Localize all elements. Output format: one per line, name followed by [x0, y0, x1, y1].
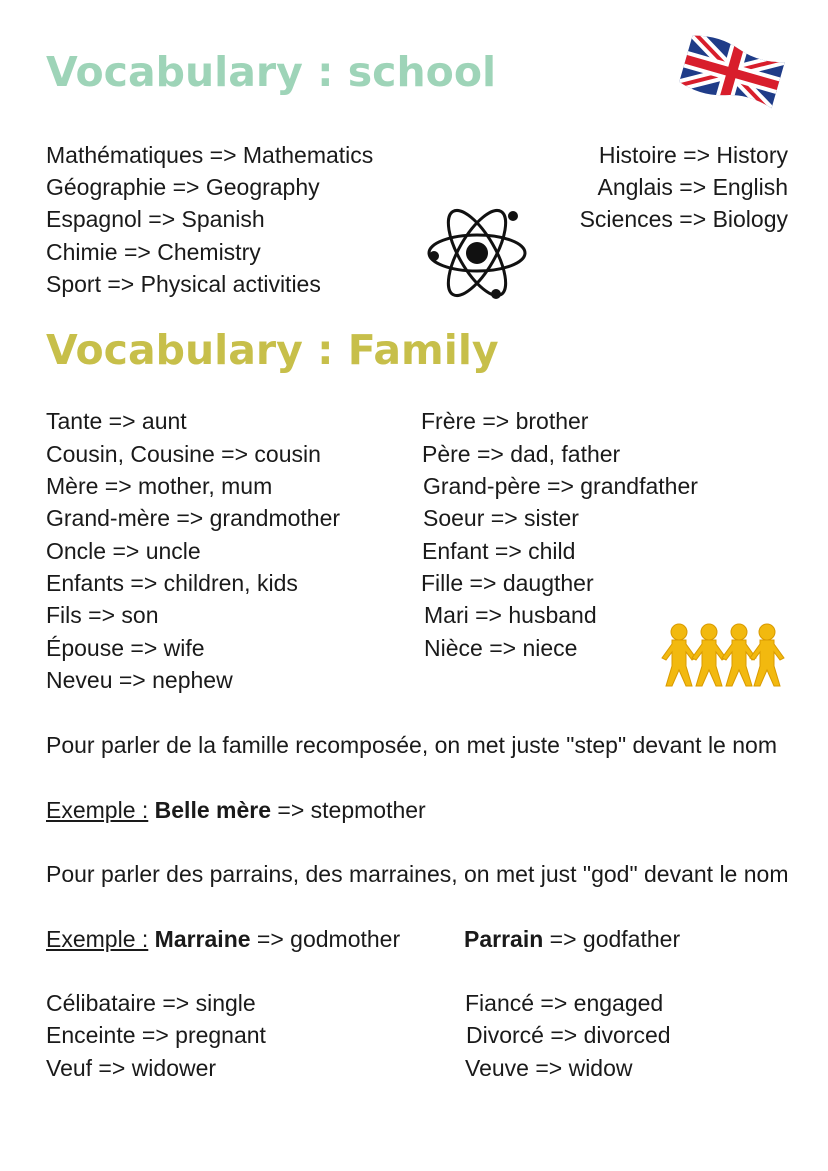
atom-icon [424, 200, 530, 306]
school-item-right: Anglais => English [597, 174, 788, 200]
example-translation: => godfather [543, 926, 681, 952]
family-item: Mère => mother, mum [46, 473, 273, 499]
school-item: Géographie => Geography [46, 174, 320, 200]
example-term: Belle mère [154, 797, 272, 823]
status-item-right: Veuve => widow [465, 1055, 633, 1081]
example-label: Exemple : [46, 926, 149, 952]
example-term: Parrain [464, 926, 544, 952]
family-item-right: Père => dad, father [422, 441, 621, 467]
step-example [46, 794, 426, 826]
school-title: Vocabulary : school [46, 48, 497, 96]
status-item: Célibataire => single [46, 990, 256, 1016]
school-item-right: Histoire => History [598, 142, 788, 168]
family-item-right: Nièce => niece [424, 635, 578, 661]
family-item-right: Enfant => child [422, 538, 576, 564]
school-item-right: Sciences => Biology [579, 206, 788, 232]
family-item: Fils => son [46, 602, 159, 628]
example-translation: => godmother [250, 926, 401, 952]
family-item-right: Soeur => sister [423, 505, 579, 531]
uk-flag-icon [676, 30, 788, 114]
family-item: Grand-mère => grandmother [46, 505, 341, 531]
status-item-right: Divorcé => divorced [466, 1022, 671, 1048]
status-item: Enceinte => pregnant [46, 1022, 266, 1048]
family-item-right: Frère => brother [421, 408, 589, 434]
school-item: Chimie => Chemistry [46, 239, 261, 265]
status-item-right: Fiancé => engaged [465, 990, 664, 1016]
example-term: Marraine [154, 926, 251, 952]
family-item: Enfants => children, kids [46, 570, 298, 596]
god-explanation: Pour parler des parrains, des marraines, on met just "god" devant le nom [46, 861, 789, 887]
family-item: Neveu => nephew [46, 667, 233, 693]
family-item-right: Grand-père => grandfather [423, 473, 698, 499]
family-item-right: Fille => daugther [421, 570, 594, 596]
family-item-right: Mari => husband [424, 602, 597, 628]
family-item: Oncle => uncle [46, 538, 201, 564]
god-example-2 [464, 923, 680, 955]
example-translation: => stepmother [271, 797, 426, 823]
family-item: Épouse => wife [46, 635, 205, 661]
school-item: Mathématiques => Mathematics [46, 142, 374, 168]
step-explanation: Pour parler de la famille recomposée, on met juste "step" devant le nom [46, 732, 777, 758]
status-item: Veuf => widower [46, 1055, 217, 1081]
example-label: Exemple : [46, 797, 149, 823]
family-item: Cousin, Cousine => cousin [46, 441, 321, 467]
family-title: Vocabulary : Family [46, 326, 499, 374]
school-item: Sport => Physical activities [46, 271, 321, 297]
paper-people-icon [660, 620, 786, 688]
family-item: Tante => aunt [46, 408, 187, 434]
god-example-1 [46, 923, 400, 955]
school-item: Espagnol => Spanish [46, 206, 265, 232]
